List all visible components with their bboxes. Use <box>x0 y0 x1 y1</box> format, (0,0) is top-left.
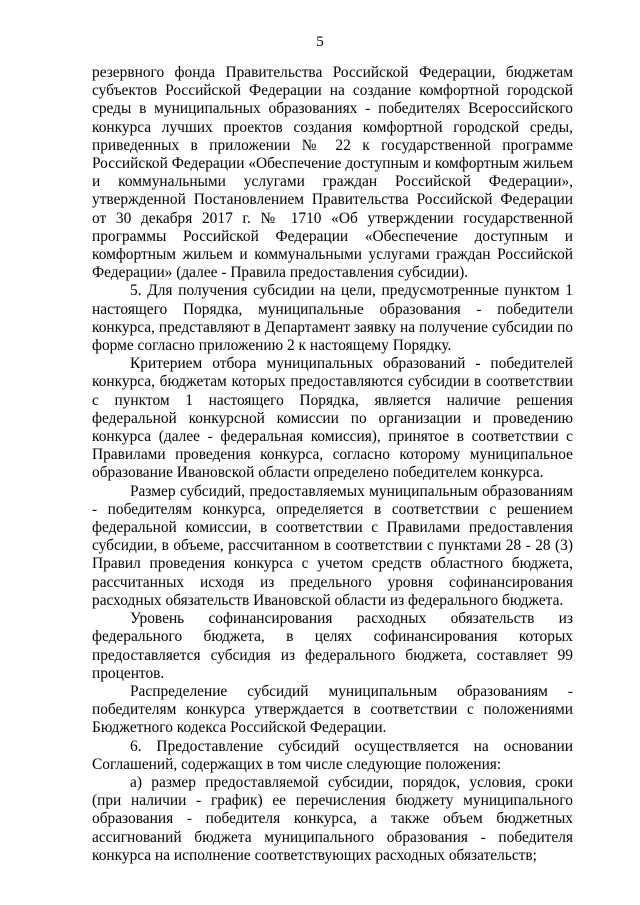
paragraph-subitem-a: а) размер предоставляемой субсидии, порядок, условия, сроки (при наличии - график) ее перечисления бюджету муниципального образования - победителя конкурса, а также объем бюджетных ассигнований бюджета муниципального образования - победителя конкурса на исполнение соответствующих расходных обязательств; <box>92 773 573 864</box>
paragraph-item-6: 6. Предоставление субсидий осуществляется на основании Соглашений, содержащих в том числе следующие положения: <box>92 737 573 773</box>
paragraph-distribution: Распределение субсидий муниципальным образованиям - победителям конкурса утверждается в соответствии с положениями Бюджетного кодекса Российской Федерации. <box>92 682 573 737</box>
paragraph-selection-criterion: Критерием отбора муниципальных образований - победителей конкурса, бюджетам которых предоставляются субсидии в соответствии с пунктом 1 настоящего Порядка, является наличие решения федеральной конкурсной комиссии по организации и проведению конкурса (далее - федеральная комиссия), принятое в соответствии с Правилами проведения конкурса, согласно которому муниципальное образование Ивановской области определено победителем конкурса. <box>92 355 573 482</box>
paragraph-continuation: резервного фонда Правительства Российской Федерации, бюджетам субъектов Российской Федерации на создание комфортной городской среды в муниципальных образованиях - победителях Всероссийского конкурса лучших проектов создания комфортной городской среды, приведенных в приложении № 22 к государственной программе Российской Федерации «Обеспечение доступным и комфортным жильем и коммунальными услугами граждан Российской Федерации», утвержденной Постановлением Правительства Российской Федерации от 30 декабря 2017 г. № 1710 «Об утверждении государственной программы Российской Федерации «Обеспечение доступным и комфортным жильем и коммунальными услугами граждан Российской Федерации» (далее - Правила предоставления субсидии). <box>92 64 573 282</box>
page-number: 5 <box>316 34 324 50</box>
paragraph-subsidy-amount: Размер субсидий, предоставляемых муниципальным образованиям - победителям конкурса, определяется в соответствии с решением федеральной комиссии, в соответствии с Правилами предоставления субсидии, в объеме, рассчитанном в соответствии с пунктами 28 - 28 (3) Правил проведения конкурса с учетом средств областного бюджета, рассчитанных исходя из предельного уровня софинансирования расходных обязательств Ивановской области из федерального бюджета. <box>92 482 573 609</box>
document-body <box>92 64 573 865</box>
paragraph-item-5: 5. Для получения субсидии на цели, предусмотренные пунктом 1 настоящего Порядка, муниципальные образования - победители конкурса, представляют в Департамент заявку на получение субсидии по форме согласно приложению 2 к настоящему Порядку. <box>92 282 573 355</box>
paragraph-cofinancing-level: Уровень софинансирования расходных обязательств из федерального бюджета, в целях софинансирования которых предоставляется субсидия из федерального бюджета, составляет 99 процентов. <box>92 610 573 682</box>
